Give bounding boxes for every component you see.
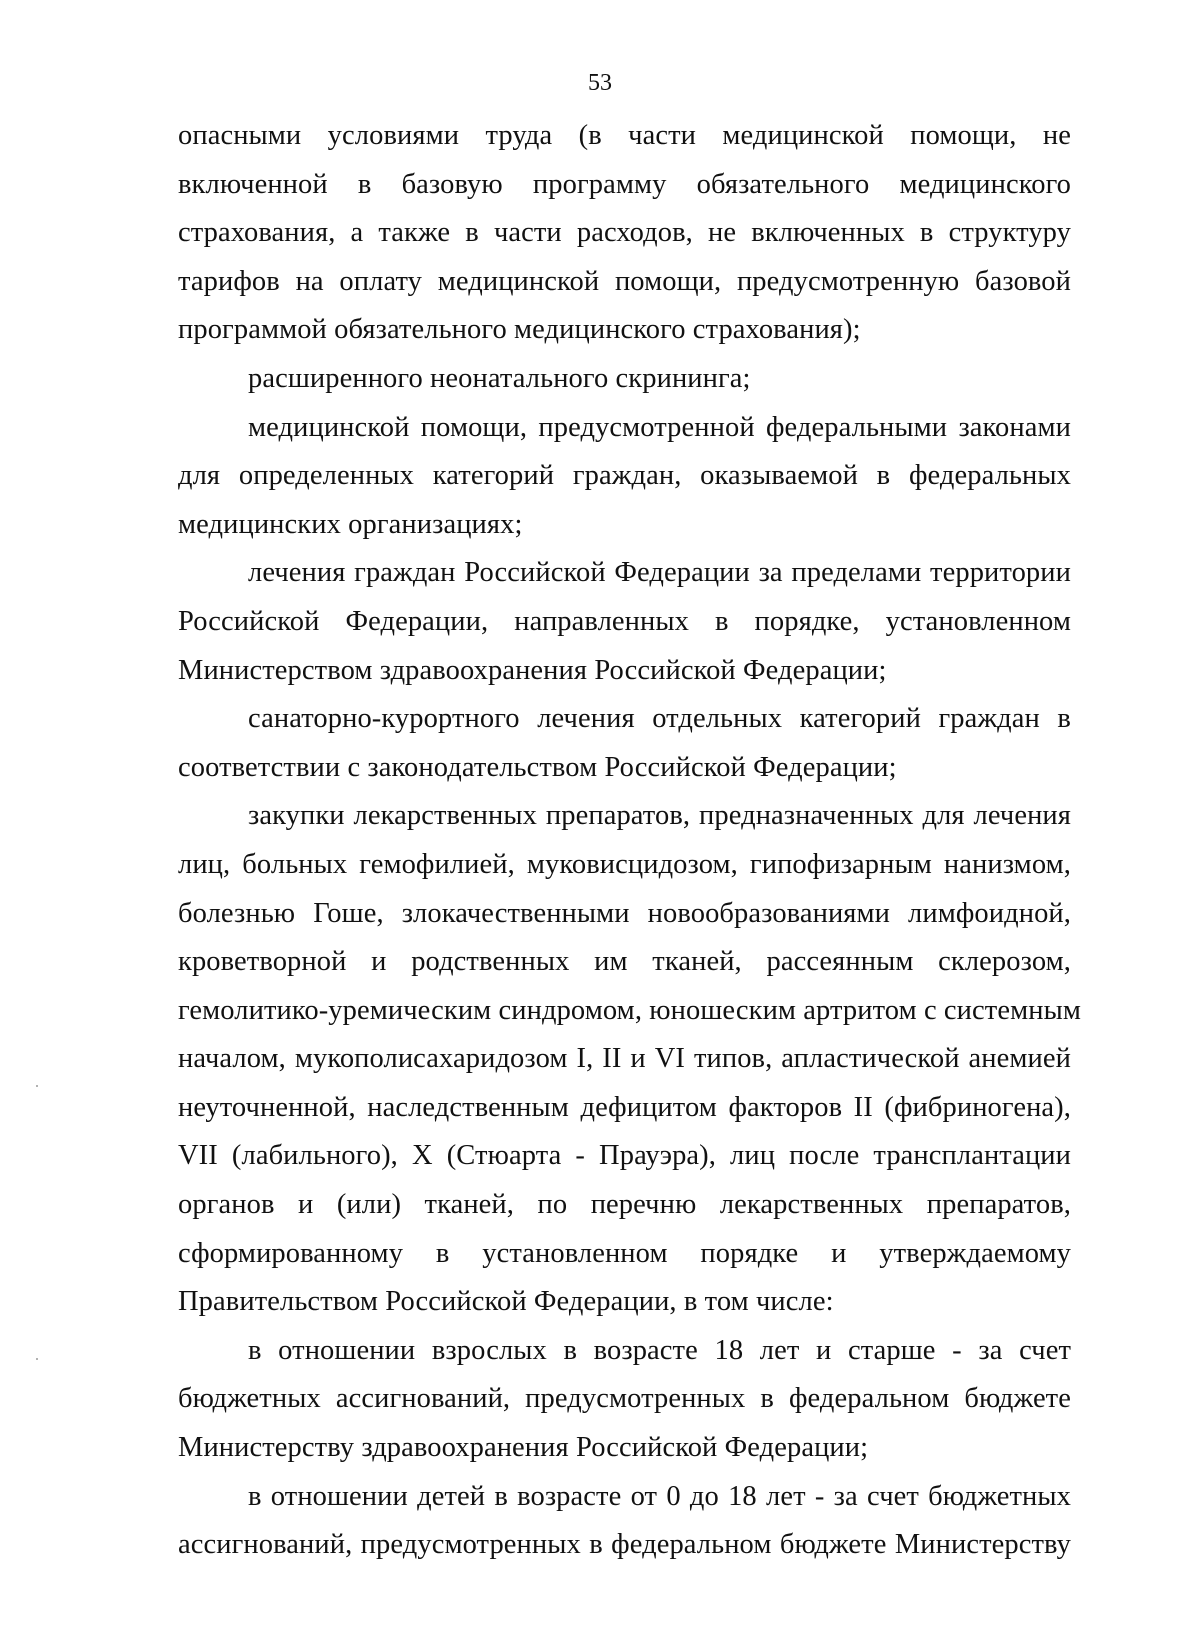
text-line: страхования, а также в части расходов, не включенных в структуру (178, 217, 1071, 249)
text-line: закупки лекарственных препаратов, предназначенных для лечения (248, 800, 1071, 832)
paragraph (178, 792, 1081, 1327)
paragraph (178, 112, 1071, 355)
text-line: лиц, больных гемофилией, муковисцидозом, гипофизарным нанизмом, (178, 848, 1071, 880)
text-line: Российской Федерации, направленных в порядке, установленном (178, 605, 1071, 637)
paragraph (178, 549, 1071, 695)
paragraph (178, 355, 1071, 404)
text-line: Министерством здравоохранения Российской Федерации; (178, 654, 887, 686)
paragraph (178, 695, 1071, 792)
paragraph (178, 404, 1071, 550)
paragraph (178, 1327, 1071, 1473)
document-body (178, 112, 1081, 1570)
text-line: расширенного неонатального скрининга; (248, 362, 751, 394)
text-line: тарифов на оплату медицинской помощи, предусмотренную базовой (178, 265, 1071, 297)
text-line: VII (лабильного), X (Стюарта - Прауэра), лиц после трансплантации (178, 1140, 1071, 1172)
scan-speck (36, 1358, 38, 1360)
text-line: включенной в базовую программу обязательного медицинского (178, 168, 1071, 200)
text-line: неуточненной, наследственным дефицитом факторов II (фибриногена), (178, 1091, 1071, 1123)
text-line: началом, мукополисахаридозом I, II и VI типов, апластической анемией (178, 1043, 1071, 1075)
page-number: 53 (588, 70, 612, 96)
text-line: соответствии с законодательством Российской Федерации; (178, 751, 897, 783)
text-line: санаторно-курортного лечения отдельных категорий граждан в (248, 703, 1071, 735)
text-line: гемолитико-уремическим синдромом, юношеским артритом с системным (178, 994, 1081, 1026)
text-line: программой обязательного медицинского страхования); (178, 314, 861, 346)
text-line: ассигнований, предусмотренных в федеральном бюджете Министерству (178, 1529, 1071, 1561)
text-line: опасными условиями труда (в части медицинской помощи, не (178, 120, 1071, 151)
text-line: сформированному в установленном порядке и утверждаемому (178, 1237, 1071, 1269)
text-line: медицинской помощи, предусмотренной федеральными законами (248, 411, 1071, 443)
paragraph (178, 1473, 1071, 1570)
scan-speck (36, 1085, 38, 1087)
text-line: медицинских организациях; (178, 508, 523, 540)
text-line: в отношении взрослых в возрасте 18 лет и старше - за счет (248, 1334, 1071, 1366)
text-line: бюджетных ассигнований, предусмотренных в федеральном бюджете (178, 1383, 1071, 1415)
text-line: для определенных категорий граждан, оказываемой в федеральных (178, 460, 1071, 492)
text-line: Министерству здравоохранения Российской Федерации; (178, 1432, 869, 1464)
text-line: болезнью Гоше, злокачественными новообразованиями лимфоидной, (178, 897, 1071, 929)
text-line: лечения граждан Российской Федерации за пределами территории (248, 557, 1071, 589)
text-line: в отношении детей в возрасте от 0 до 18 лет - за счет бюджетных (248, 1480, 1071, 1512)
text-line: органов и (или) тканей, по перечню лекарственных препаратов, (178, 1189, 1071, 1221)
text-line: кроветворной и родственных им тканей, рассеянным склерозом, (178, 946, 1071, 978)
text-line: Правительством Российской Федерации, в том числе: (178, 1286, 834, 1318)
